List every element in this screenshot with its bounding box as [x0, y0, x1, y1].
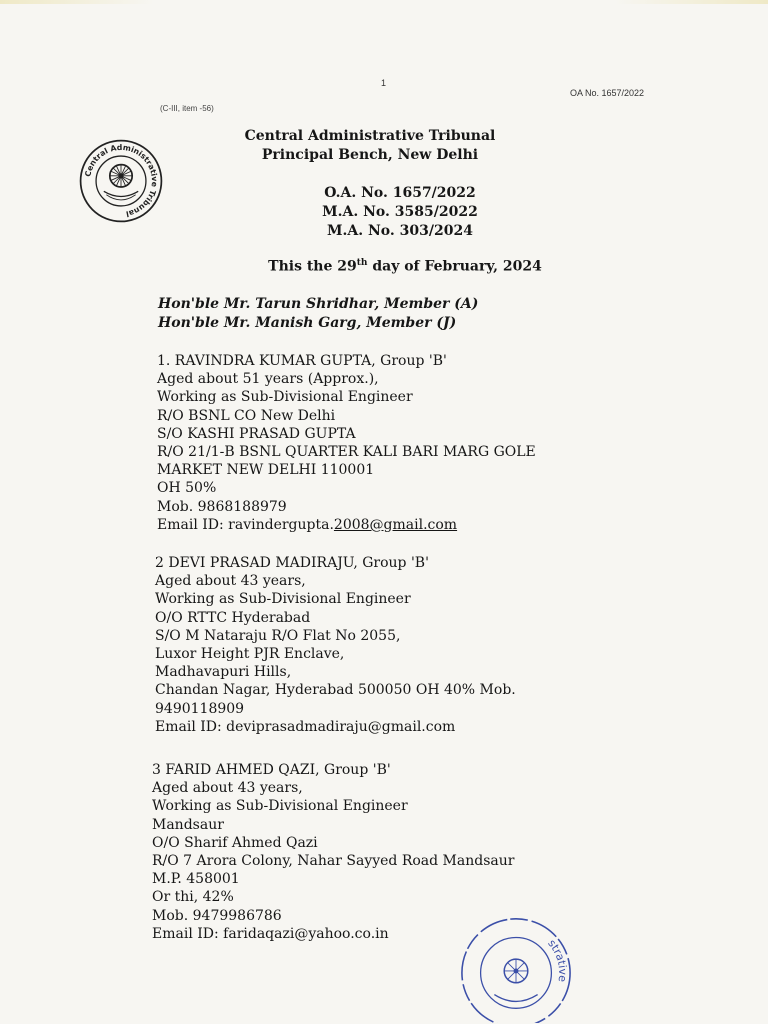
applicant-line: Working as Sub-Divisional Engineer	[155, 591, 411, 608]
applicant-1	[157, 352, 536, 534]
applicant-email: Email ID: faridaqazi@yahoo.co.in	[152, 925, 389, 942]
svg-text:strative: strative	[545, 936, 570, 983]
applicant-2	[155, 554, 516, 736]
official-stamp-icon	[457, 913, 575, 1023]
tribunal-title: Central Administrative Tribunal	[244, 128, 496, 144]
applicant-line: Aged about 43 years,	[152, 780, 303, 797]
applicant-line: Working as Sub-Divisional Engineer	[152, 798, 408, 815]
applicant-line: S/O KASHI PRASAD GUPTA	[157, 425, 356, 442]
case-number-ma-1: M.A. No. 3585/2022	[322, 204, 478, 220]
applicant-line: M.P. 458001	[152, 871, 240, 888]
email-link[interactable]: 2008@gmail.com	[333, 516, 458, 533]
item-reference: (C-III, item -56)	[160, 104, 214, 113]
bench-member-j: Hon'ble Mr. Manish Garg, Member (J)	[158, 315, 457, 331]
date-rest: day of February, 2024	[367, 258, 542, 275]
applicant-line: O/O Sharif Ahmed Qazi	[152, 834, 318, 851]
applicant-line: Aged about 43 years,	[155, 573, 306, 590]
bench-member-a: Hon'ble Mr. Tarun Shridhar, Member (A)	[158, 296, 479, 312]
page-edge	[0, 0, 768, 4]
applicant-line: Mob. 9868188979	[157, 498, 287, 515]
applicant-line: 3 FARID AHMED QAZI, Group 'B'	[152, 762, 391, 778]
applicant-line: 9490118909	[155, 700, 245, 717]
svg-text:Central Administrative Tribuna: Central Administrative Tribunal	[83, 142, 160, 219]
date-prefix: This the 29	[268, 258, 357, 275]
applicant-line: R/O BSNL CO New Delhi	[157, 407, 336, 424]
applicant-line: Or thi, 42%	[152, 889, 234, 906]
applicant-line: R/O 7 Arora Colony, Nahar Sayyed Road Mandsaur	[152, 853, 515, 870]
applicant-line: Chandan Nagar, Hyderabad 500050 OH 40% Mob.	[155, 682, 516, 699]
tribunal-emblem-icon	[78, 138, 164, 224]
applicant-line: 1. RAVINDRA KUMAR GUPTA, Group 'B'	[157, 353, 447, 369]
applicant-email	[157, 516, 536, 534]
page-number: 1	[381, 78, 387, 88]
applicant-line: Mandsaur	[152, 816, 224, 833]
applicant-line: S/O M Nataraju R/O Flat No 2055,	[155, 627, 401, 644]
case-number-ma-2: M.A. No. 303/2024	[327, 223, 473, 239]
email-prefix: Email ID: ravindergupta.	[157, 516, 334, 533]
bench-title: Principal Bench, New Delhi	[261, 147, 479, 163]
applicant-line: Madhavapuri Hills,	[155, 664, 292, 681]
applicant-line: Working as Sub-Divisional Engineer	[157, 389, 413, 406]
applicant-line: R/O 21/1-B BSNL QUARTER KALI BARI MARG GOLE	[157, 444, 536, 461]
date-line	[230, 258, 580, 275]
case-number-oa: O.A. No. 1657/2022	[324, 185, 476, 201]
applicant-line: Mob. 9479986786	[152, 907, 282, 924]
applicant-line: Aged about 51 years (Approx.),	[157, 371, 379, 388]
applicant-line: O/O RTTC Hyderabad	[155, 609, 311, 626]
applicant-line: MARKET NEW DELHI 110001	[157, 462, 375, 479]
applicant-email: Email ID: deviprasadmadiraju@gmail.com	[155, 718, 456, 735]
date-ordinal: th	[356, 258, 368, 268]
applicant-line: 2 DEVI PRASAD MADIRAJU, Group 'B'	[155, 555, 429, 571]
applicant-line: Luxor Height PJR Enclave,	[155, 646, 345, 663]
applicant-line: OH 50%	[157, 480, 217, 497]
oa-reference: OA No. 1657/2022	[570, 88, 645, 98]
